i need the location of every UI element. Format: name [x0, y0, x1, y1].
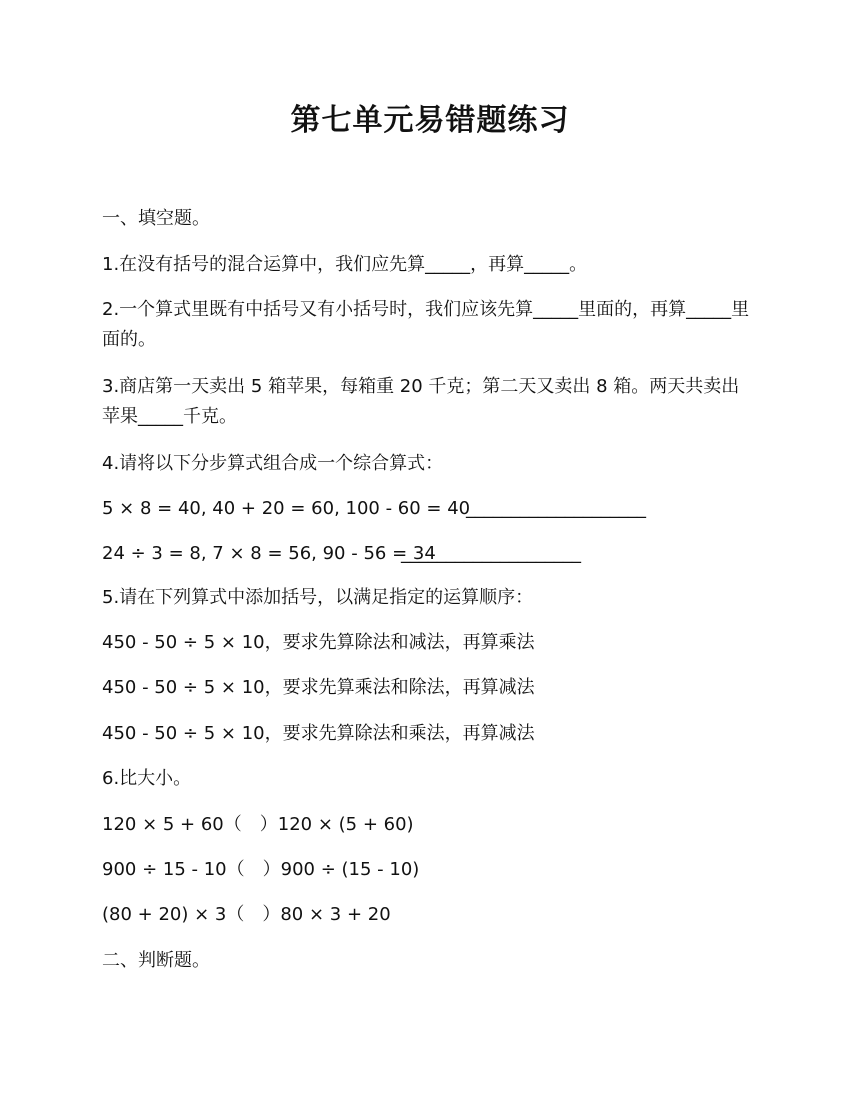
question-6-item-2: 900 ÷ 15 - 10（ ）900 ÷ (15 - 10) [102, 859, 420, 880]
section-heading-true-false: 二、判断题。 [102, 950, 210, 971]
question-3: 3.商店第一天卖出 5 箱苹果，每箱重 20 千克；第二天又卖出 8 箱。两天共卖出苹果_____千克。 [102, 376, 740, 427]
question-4-step-line-1: 5 × 8 = 40, 40 + 20 = 60, 100 - 60 = 40 [102, 498, 471, 519]
page-title: 第七单元易错题练习 [290, 103, 570, 138]
question-6-prompt: 6.比大小。 [102, 768, 192, 789]
question-5-prompt: 5.请在下列算式中添加括号，以满足指定的运算顺序： [102, 587, 534, 608]
answer-blank-2: ____________________ [401, 543, 581, 564]
question-4-prompt: 4.请将以下分步算式组合成一个综合算式： [102, 453, 444, 474]
question-6-item-3: (80 + 20) × 3（ ）80 × 3 + 20 [102, 904, 391, 925]
question-5-item-3: 450 - 50 ÷ 5 × 10，要求先算除法和乘法，再算减法 [102, 723, 535, 744]
question-2: 2.一个算式里既有中括号又有小括号时，我们应该先算_____里面的，再算_____里面的。 [102, 299, 750, 350]
question-5-item-2: 450 - 50 ÷ 5 × 10，要求先算乘法和除法，再算减法 [102, 677, 535, 698]
question-5-item-1: 450 - 50 ÷ 5 × 10，要求先算除法和减法，再算乘法 [102, 632, 535, 653]
question-4-step-line-2: 24 ÷ 3 = 8, 7 × 8 = 56, 90 - 56 = 34 [102, 543, 436, 564]
question-1: 1.在没有括号的混合运算中，我们应先算_____，再算_____。 [102, 254, 588, 275]
question-6-item-1: 120 × 5 + 60（ ）120 × (5 + 60) [102, 814, 414, 835]
section-heading-fill-blank: 一、填空题。 [102, 208, 210, 229]
answer-blank-1: ____________________ [466, 498, 646, 519]
